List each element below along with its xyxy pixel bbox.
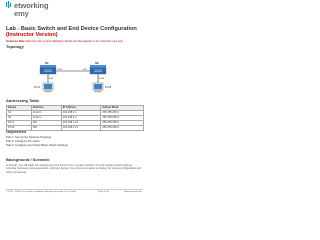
- objectives-list: [6, 135, 144, 147]
- table-cell: S1: [7, 111, 32, 116]
- objectives-heading: Objectives: [6, 129, 27, 134]
- port-label: F0/18: [99, 78, 105, 80]
- s1-label: S1: [45, 61, 49, 65]
- pc-a-label: PC-A: [34, 86, 41, 89]
- table-row: [7, 126, 144, 131]
- lab-title: [6, 26, 146, 39]
- footer-copyright: © 2013 - 2020 Cisco and/or its affiliates. All rights reserved. Cisco Public: [6, 191, 77, 193]
- table-cell: NIC: [31, 126, 61, 131]
- page-footer: [6, 191, 143, 194]
- table-cell: 255.255.255.0: [101, 121, 144, 126]
- objective-item: Part 2: Configure PC Hosts: [6, 139, 40, 143]
- logo-line-2: emy: [14, 9, 29, 18]
- document-page: [0, 0, 149, 198]
- instructor-note-label: Instructor Note:: [6, 40, 26, 43]
- table-cell: VLAN 1: [31, 116, 61, 121]
- footer-url: www.netacad.com: [124, 191, 142, 193]
- column-header: IP Address: [61, 106, 101, 111]
- addressing-table: [6, 105, 144, 131]
- port-label: F0/1: [83, 69, 88, 71]
- port-label: F0/6: [49, 78, 54, 80]
- table-cell: VLAN 1: [31, 111, 61, 116]
- footer-page-number: Page 1 of 9: [98, 191, 110, 193]
- table-cell: PC-A: [7, 121, 32, 126]
- switch-s1-icon: [40, 65, 56, 74]
- column-header: Interface: [31, 106, 61, 111]
- table-cell: 255.255.255.0: [101, 126, 144, 131]
- table-cell: 255.255.255.0: [101, 116, 144, 121]
- table-cell: S2: [7, 116, 32, 121]
- column-header: Device: [7, 106, 32, 111]
- lab-title-version: (Instructor Version): [6, 32, 58, 39]
- table-cell: 255.255.255.0: [101, 111, 144, 116]
- objective-item: Part 3: Configure and Verify Basic Switch Settings: [6, 143, 68, 147]
- table-cell: 192.168.1.2: [61, 116, 101, 121]
- footer-divider: [6, 189, 143, 190]
- table-cell: 192.168.1.1: [61, 111, 101, 116]
- objective-item: Part 1: Set Up the Network Topology: [6, 135, 52, 139]
- pc-a-icon: [43, 83, 53, 92]
- table-cell: 192.168.1.10: [61, 121, 101, 126]
- table-cell: NIC: [31, 121, 61, 126]
- table-cell: 192.168.1.11: [61, 126, 101, 131]
- s2-label: S2: [95, 61, 99, 65]
- topology-heading: Topology: [6, 44, 24, 49]
- network-topology-diagram: [6, 50, 143, 96]
- port-label: F0/1: [58, 69, 63, 71]
- switch-s2-icon: [90, 65, 106, 74]
- academy-logo-mark: [6, 0, 14, 20]
- logo-line-1: etworking: [14, 1, 49, 10]
- background-paragraph: In this lab, you will cable two switches and two PCs to form a simple network. You will configure basic settings, including hostname, local passwords, and login banner. Use show commands to display the running configuration and verify connectivity.: [6, 164, 142, 174]
- instructor-note-text: Red font color or gray highlights indicate text that appears in the instructor copy only.: [25, 40, 124, 43]
- lab-title-main: Lab - Basic Switch and End Device Configuration: [6, 26, 137, 32]
- instructor-note: [6, 40, 144, 43]
- background-heading: Background / Scenario: [6, 157, 50, 162]
- pc-b-label: PC-B: [105, 86, 112, 89]
- addressing-table-heading: Addressing Table: [6, 98, 40, 103]
- column-header: Subnet Mask: [101, 106, 144, 111]
- cisco-networking-academy-logo: [6, 0, 66, 24]
- pc-b-icon: [93, 83, 103, 92]
- table-cell: PC-B: [7, 126, 32, 131]
